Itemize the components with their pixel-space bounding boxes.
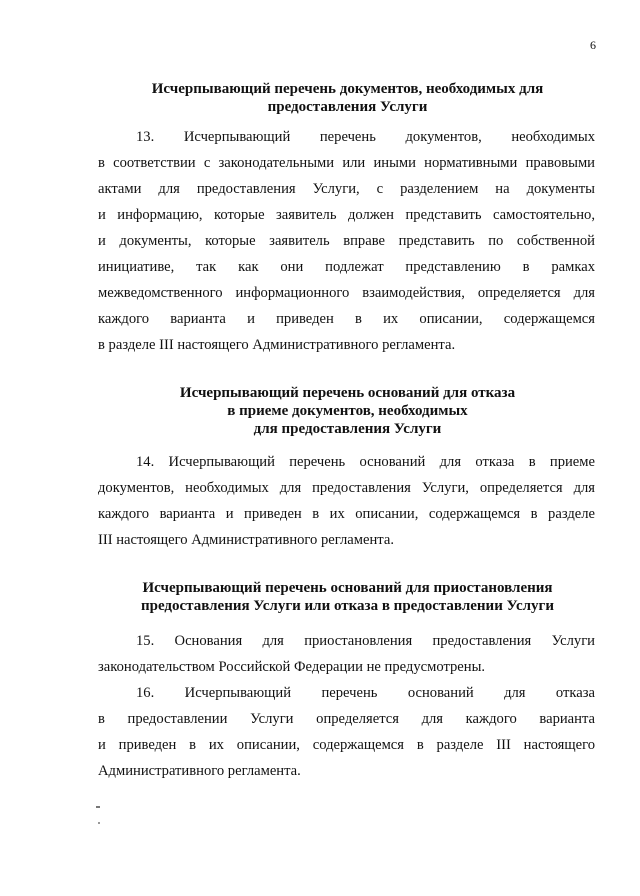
text-line: актами для предоставления Услуги, с разделением на документы xyxy=(98,181,595,197)
text-line: 13. Исчерпывающий перечень документов, необходимых xyxy=(136,129,595,145)
text-line: и приведен в их описании, содержащемся в разделе III настоящего xyxy=(98,737,595,753)
paragraph-15 xyxy=(98,628,595,680)
page-number: 6 xyxy=(590,38,596,52)
scan-speck xyxy=(96,806,100,808)
text-line: каждого варианта и приведен в их описании, содержащемся в разделе xyxy=(98,506,595,522)
text-line: в предоставлении Услуги определяется для каждого варианта xyxy=(98,711,595,727)
text-line: законодательством Российской Федерации не предусмотрены. xyxy=(98,659,486,675)
scan-speck xyxy=(98,822,100,824)
text-line: 15. Основания для приостановления предоставления Услуги xyxy=(136,633,595,649)
text-line: 14. Исчерпывающий перечень оснований для отказа в приеме xyxy=(136,454,595,470)
paragraph-14 xyxy=(98,449,595,553)
text-line: в разделе III настоящего Административного регламента. xyxy=(98,337,456,353)
text-line: Административного регламента. xyxy=(98,763,301,779)
paragraph-13 xyxy=(98,124,595,358)
text-line: инициативе, так как они подлежат представлению в рамках xyxy=(98,259,595,275)
section-heading-refusal-acceptance xyxy=(100,384,595,438)
heading-line: для предоставления Услуги xyxy=(253,421,442,437)
text-line: и документы, которые заявитель вправе представить по собственной xyxy=(98,233,595,249)
text-line: 16. Исчерпывающий перечень оснований для отказа xyxy=(136,685,595,701)
text-line: III настоящего Административного регламента. xyxy=(98,532,394,548)
text-line: документов, необходимых для предоставления Услуги, определяется для xyxy=(98,480,595,496)
heading-line: предоставления Услуги или отказа в предоставлении Услуги xyxy=(140,598,554,614)
heading-line: в приеме документов, необходимых xyxy=(227,403,468,419)
paragraph-16 xyxy=(98,680,595,784)
section-heading-suspension xyxy=(100,579,595,615)
heading-line: Исчерпывающий перечень оснований для отказа xyxy=(179,385,516,401)
text-line: и информацию, которые заявитель должен представить самостоятельно, xyxy=(98,207,595,223)
heading-line: Исчерпывающий перечень оснований для приостановления xyxy=(142,580,553,596)
section-heading-documents xyxy=(100,80,595,116)
heading-line: Исчерпывающий перечень документов, необходимых для xyxy=(151,81,544,97)
text-line: в соответствии с законодательными или иными нормативными правовыми xyxy=(98,155,595,171)
text-line: межведомственного информационного взаимодействия, определяется для xyxy=(98,285,595,301)
text-line: каждого варианта и приведен в их описании, содержащемся xyxy=(98,311,595,327)
heading-line: предоставления Услуги xyxy=(267,99,428,115)
